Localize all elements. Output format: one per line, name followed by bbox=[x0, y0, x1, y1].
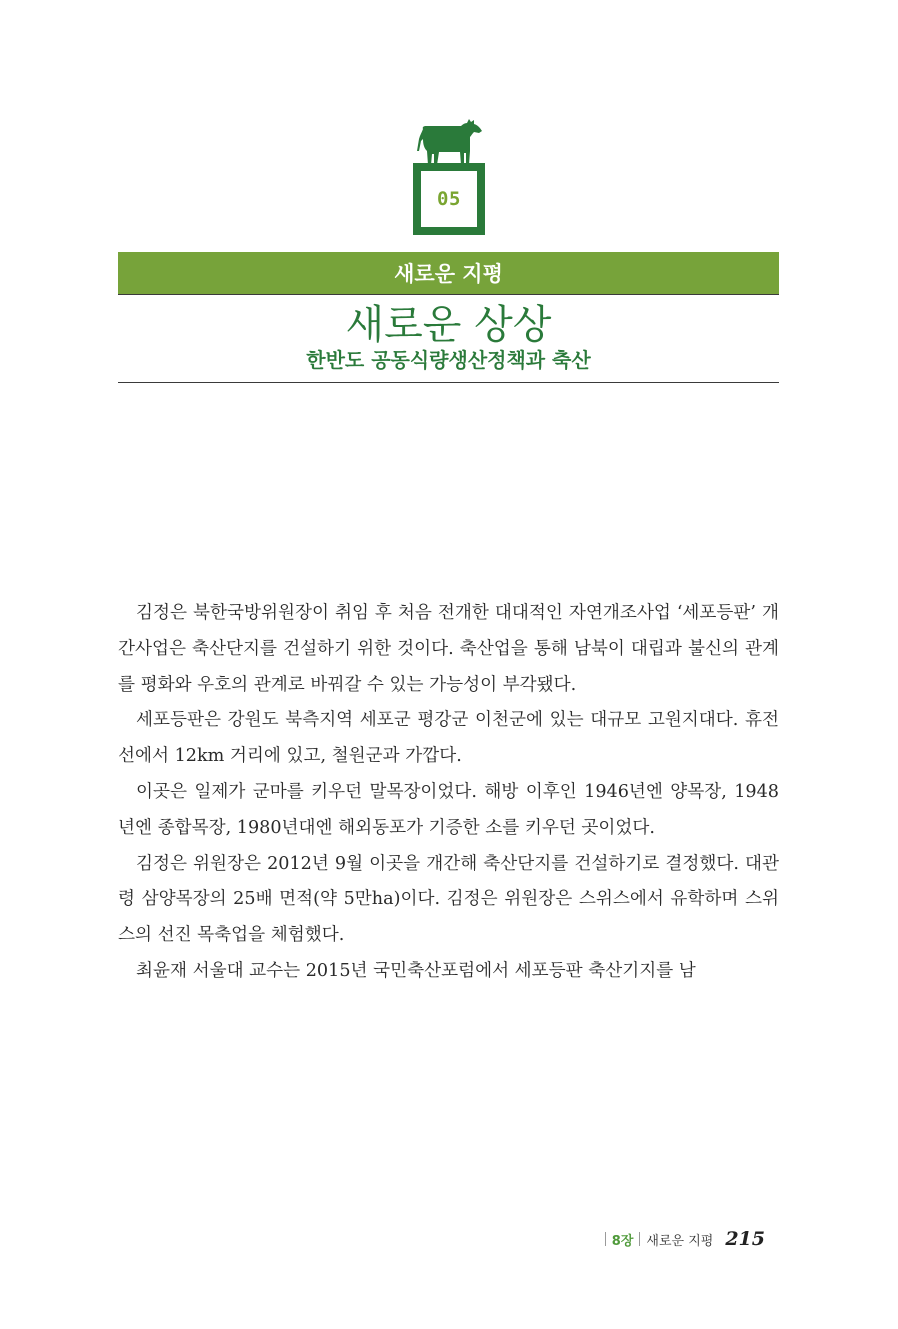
paragraph: 최윤재 서울대 교수는 2015년 국민축산포럼에서 세포등판 축산기지를 남 bbox=[136, 960, 696, 981]
body-text bbox=[118, 596, 779, 990]
page-footer bbox=[599, 1226, 765, 1252]
page-subtitle: 한반도 공동식량생산정책과 축산 bbox=[306, 348, 591, 372]
chapter-number: 05 bbox=[437, 188, 461, 210]
section-banner bbox=[118, 252, 779, 294]
paragraph: 김정은 위원장은 2012년 9월 이곳을 개간해 축산단지를 건설하기로 결정했다. 대관령 삼양목장의 25배 면적(약 5만ha)이다. 김정은 위원장은 스위스에서 유학하며 스위스의 선진 목축업을 체험했다. bbox=[118, 853, 779, 946]
footer-divider bbox=[605, 1232, 606, 1246]
chapter-number-box bbox=[413, 163, 485, 235]
paragraph: 김정은 북한국방위원장이 취임 후 처음 전개한 대대적인 자연개조사업 ‘세포등판’ 개간사업은 축산단지를 건설하기 위한 것이다. 축산업을 통해 남북이 대립과 불신의 관계를 평화와 우호의 관계로 바꿔갈 수 있는 가능성이 부각됐다. bbox=[118, 603, 779, 695]
cow-icon bbox=[413, 115, 485, 167]
page-number: 215 bbox=[725, 1228, 765, 1250]
paragraph: 세포등판은 강원도 북측지역 세포군 평강군 이천군에 있는 대규모 고원지대다. 휴전선에서 12km 거리에 있고, 철원군과 가깝다. bbox=[118, 710, 779, 767]
footer-chapter: 8장 bbox=[611, 1233, 634, 1249]
paragraph: 이곳은 일제가 군마를 키우던 말목장이었다. 해방 이후인 1946년엔 양목장, 1948년엔 종합목장, 1980년대엔 해외동포가 기증한 소를 키우던 곳이었다. bbox=[118, 781, 779, 838]
chapter-emblem bbox=[413, 115, 485, 235]
title-divider bbox=[118, 382, 779, 383]
page-title: 새로운 상상 bbox=[345, 302, 552, 348]
section-divider bbox=[118, 294, 779, 295]
section-label: 새로운 지평 bbox=[394, 262, 503, 286]
footer-section: 새로운 지평 bbox=[646, 1233, 714, 1249]
footer-divider bbox=[639, 1232, 640, 1246]
